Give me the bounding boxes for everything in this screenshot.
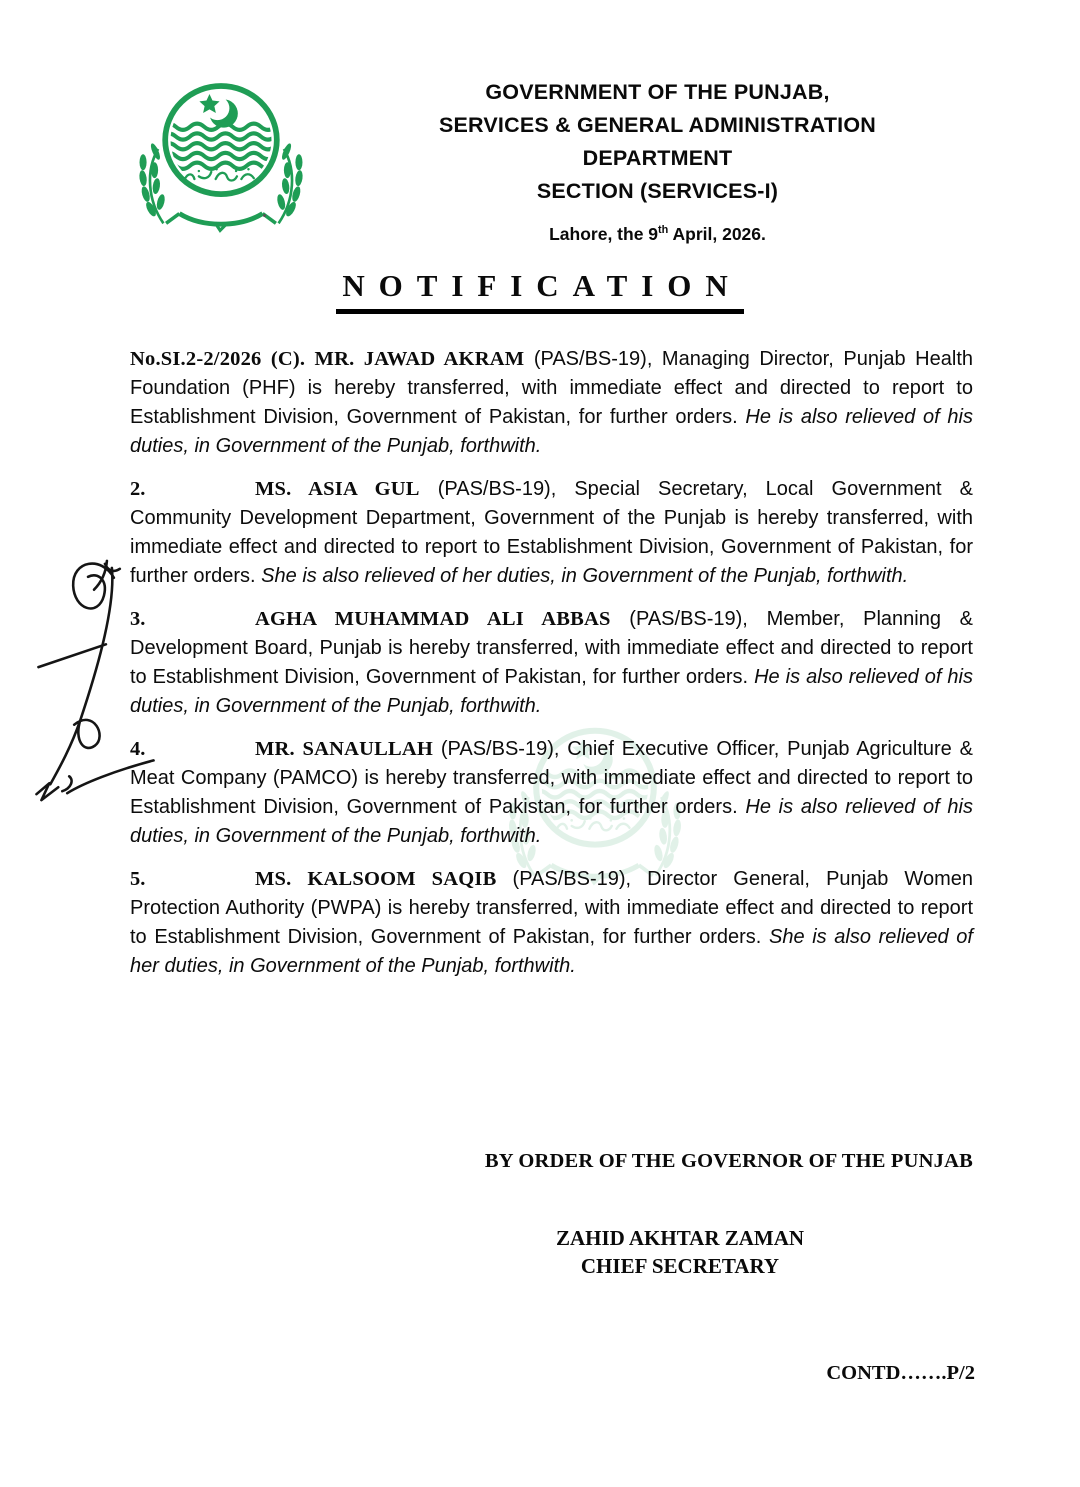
- title-row: [0, 268, 1080, 314]
- para-5-body: (PAS/BS-19), Director General, Punjab Women Protection Authority (PWPA) is hereby transferred, with immediate effect and directed to report to Establishment Division, Government of Pakistan, for further orders.: [130, 868, 973, 948]
- paragraph-4: [130, 735, 973, 851]
- letterhead: [340, 76, 975, 245]
- para-3-name: AGHA MUHAMMAD ALI ABBAS: [255, 608, 611, 630]
- para-2-name: MS. ASIA GUL: [255, 478, 420, 500]
- para-2-relief-clause: She is also relieved of her duties, in Government of the Punjab, forthwith.: [261, 565, 909, 587]
- stray-ink-dot: [263, 214, 266, 217]
- para-3-number: 3.: [130, 608, 146, 630]
- letterhead-line-3: DEPARTMENT: [582, 146, 733, 170]
- by-order-line: BY ORDER OF THE GOVERNOR OF THE PUNJAB: [484, 1150, 973, 1172]
- para-3-body: (PAS/BS-19), Member, Planning & Development Board, Punjab is hereby transferred, with immediate effect and directed to report to Establishment Division, Government of Pakistan, for further orders.: [130, 608, 974, 688]
- date-suffix: April, 2026.: [668, 224, 766, 244]
- handwritten-signature: [28, 550, 163, 818]
- letterhead-line-1: GOVERNMENT OF THE PUNJAB,: [485, 80, 830, 104]
- paragraph-1: [130, 345, 973, 461]
- para-5-name: MS. KALSOOM SAQIB: [255, 868, 497, 890]
- paragraph-5: [130, 865, 973, 981]
- signatory-block: [480, 1224, 880, 1280]
- para-2-body: (PAS/BS-19), Special Secretary, Local Government & Community Development Department, Government of the Punjab is hereby transferred, with immediate effect and directed to report to Establishment Division, Government of Pakistan, for further orders.: [130, 478, 973, 587]
- para-4-body: (PAS/BS-19), Chief Executive Officer, Punjab Agriculture & Meat Company (PAMCO) is hereby transferred, with immediate effect and directed to report to Establishment Division, Government of Pakistan, for further orders.: [130, 738, 973, 818]
- para-5-number: 5.: [130, 868, 146, 890]
- para-1-reference-and-name: No.SI.2-2/2026 (C). MR. JAWAD AKRAM: [130, 348, 525, 370]
- paragraph-2: [130, 475, 973, 591]
- date-line: [340, 224, 975, 245]
- continuation-marker: CONTD…….P/2: [826, 1362, 975, 1384]
- letterhead-line-4: SECTION (SERVICES-I): [536, 179, 779, 203]
- para-1-relief-clause: He is also relieved of his duties, in Government of the Punjab, forthwith.: [130, 406, 973, 457]
- para-3-relief-clause: He is also relieved of his duties, in Government of the Punjab, forthwith.: [130, 666, 973, 717]
- para-4-relief-clause: He is also relieved of his duties, in Government of the Punjab, forthwith.: [130, 796, 973, 847]
- para-1-body: (PAS/BS-19), Managing Director, Punjab Health Foundation (PHF) is hereby transferred, with immediate effect and directed to report to Establishment Division, Government of Pakistan, for further orders.: [130, 348, 973, 428]
- notification-title: NOTIFICATION: [336, 268, 743, 314]
- paragraph-3: [130, 605, 973, 721]
- para-4-number: 4.: [130, 738, 146, 760]
- letterhead-line-2: SERVICES & GENERAL ADMINISTRATION: [438, 113, 877, 137]
- punjab-government-crest-logo: [128, 76, 314, 236]
- notification-body: [130, 345, 973, 995]
- signatory-name: ZAHID AKHTAR ZAMAN: [555, 1226, 805, 1250]
- signatory-title: CHIEF SECRETARY: [580, 1254, 780, 1278]
- date-ordinal-superscript: th: [658, 224, 669, 237]
- para-4-name: MR. SANAULLAH: [255, 738, 434, 760]
- para-5-relief-clause: She is also relieved of her duties, in Government of the Punjab, forthwith.: [130, 926, 973, 977]
- date-prefix: Lahore, the 9: [549, 224, 659, 244]
- para-2-number: 2.: [130, 478, 146, 500]
